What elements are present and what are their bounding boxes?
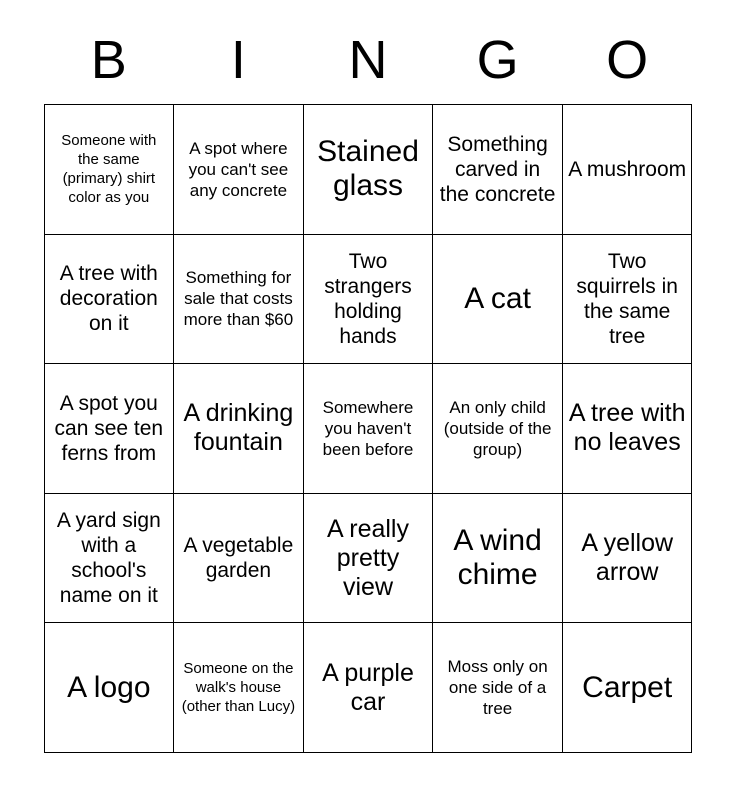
bingo-cell[interactable]: Something carved in the concrete: [433, 105, 563, 235]
bingo-grid: [44, 104, 693, 753]
bingo-cell[interactable]: A cat: [433, 234, 563, 364]
bingo-cell[interactable]: A spot you can see ten ferns from: [44, 364, 174, 494]
header-letter-g: G: [476, 30, 519, 90]
header-letter-i: I: [230, 30, 246, 90]
bingo-cell[interactable]: A really pretty view: [303, 493, 433, 623]
bingo-row: [44, 623, 692, 753]
header-letter-o: O: [606, 30, 649, 90]
bingo-cell[interactable]: Stained glass: [303, 105, 433, 235]
bingo-cell[interactable]: Carpet: [562, 623, 692, 753]
bingo-row: [44, 234, 692, 364]
bingo-cell[interactable]: Two squirrels in the same tree: [562, 234, 692, 364]
bingo-cell[interactable]: A logo: [44, 623, 174, 753]
bingo-cell[interactable]: A purple car: [303, 623, 433, 753]
bingo-cell[interactable]: A drinking fountain: [174, 364, 304, 494]
bingo-cell[interactable]: Two strangers holding hands: [303, 234, 433, 364]
bingo-cell[interactable]: A mushroom: [562, 105, 692, 235]
header-letter-b: B: [90, 30, 127, 90]
bingo-cell[interactable]: Someone on the walk's house (other than Lucy): [174, 623, 304, 753]
header-letter-n: N: [348, 30, 388, 90]
bingo-cell[interactable]: An only child (outside of the group): [433, 364, 563, 494]
bingo-row: [44, 105, 692, 235]
bingo-cell[interactable]: Moss only on one side of a tree: [433, 623, 563, 753]
bingo-cell[interactable]: A tree with decoration on it: [44, 234, 174, 364]
bingo-cell[interactable]: A tree with no leaves: [562, 364, 692, 494]
bingo-cell[interactable]: A wind chime: [433, 493, 563, 623]
bingo-cell[interactable]: A vegetable garden: [174, 493, 304, 623]
bingo-row: [44, 364, 692, 494]
bingo-cell[interactable]: A yellow arrow: [562, 493, 692, 623]
bingo-cell[interactable]: A spot where you can't see any concrete: [174, 105, 304, 235]
bingo-row: [44, 493, 692, 623]
bingo-cell[interactable]: Something for sale that costs more than $60: [174, 234, 304, 364]
bingo-header: [44, 30, 692, 90]
bingo-cell[interactable]: Someone with the same (primary) shirt color as you: [44, 105, 174, 235]
bingo-cell[interactable]: Somewhere you haven't been before: [303, 364, 433, 494]
bingo-cell[interactable]: A yard sign with a school's name on it: [44, 493, 174, 623]
